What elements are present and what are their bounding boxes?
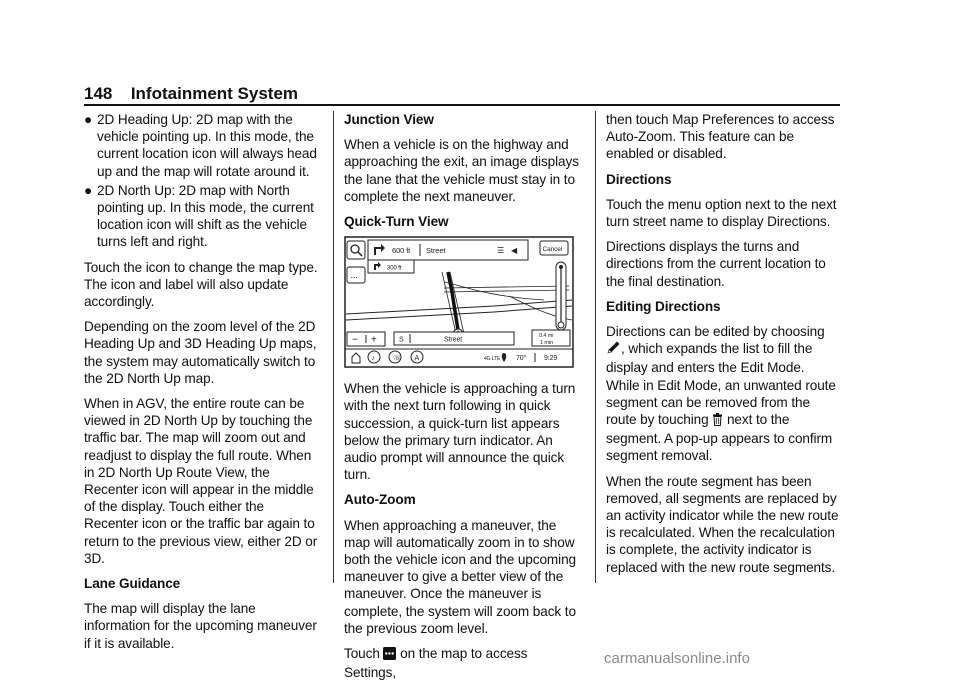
paragraph: When approaching a maneuver, the map will automatically zoom in to show both the vehicle icon and the upcoming maneuver to give a better view of the maneuver. Once the maneuver is complete, the system will zoom back to the previous zoom level. — [344, 517, 576, 636]
bullet-icon: ● — [84, 182, 93, 198]
menu-dots-icon — [383, 647, 396, 664]
paragraph: When the vehicle is approaching a turn with the next turn following in quick succession, a quick-turn list appears below the primary turn indicator. An audio prompt will announce the quick turn. — [344, 381, 576, 483]
svg-text:300 ft: 300 ft — [387, 265, 402, 272]
page-number: 148 — [84, 84, 113, 103]
column-1 — [84, 111, 320, 660]
paragraph: then touch Map Preferences to access Auto-Zoom. This feature can be enabled or disabled. — [606, 112, 835, 162]
paragraph: Touch on the map to access Settings, — [344, 646, 528, 681]
section-title: Infotainment System — [130, 84, 299, 103]
heading-editing-directions: Editing Directions — [606, 298, 721, 314]
paragraph: Touch the icon to change the map type. The icon and label will also update accordingly. — [84, 259, 318, 310]
watermark: carmanualsonline.info — [604, 650, 750, 667]
heading-lane-guidance: Lane Guidance — [84, 576, 181, 592]
svg-text:♪: ♪ — [371, 355, 375, 363]
svg-text:+: + — [371, 334, 377, 346]
svg-text:600 ft: 600 ft — [392, 246, 411, 256]
paragraph: When a vehicle is on the highway and approaching the exit, an image displays the lane that the vehicle must stay in to complete the next maneuver. — [344, 137, 579, 204]
bullet-2d-north-up: ● 2D North Up: 2D map with North pointing up. In this mode, the current location icon will shift as the vehicle turns left and right. — [84, 182, 314, 250]
page-header — [84, 84, 840, 106]
bullet-2d-heading-up: ● 2D Heading Up: 2D map with the vehicle pointing up. In this mode, the current location icon will always head up and the map will rotate around it. — [84, 112, 317, 179]
column-divider — [595, 111, 596, 583]
paragraph: Directions displays the turns and directions from the current location to the final destination. — [606, 239, 826, 289]
svg-text:Cancel: Cancel — [542, 246, 563, 254]
paragraph: When the route segment has been removed, all segments are replaced by an activity indicator while the new route is recalculated. When the recalculation is complete, the activity indicator is replaced with the new route segments. — [606, 473, 839, 575]
heading-auto-zoom: Auto-Zoom — [344, 492, 416, 508]
paragraph: The map will display the lane information for the upcoming maneuver if it is available. — [84, 601, 317, 651]
column-3 — [606, 111, 840, 584]
svg-text:☏: ☏ — [393, 355, 402, 363]
heading-quick-turn-view: Quick-Turn View — [344, 214, 449, 230]
svg-text:Street: Street — [426, 246, 446, 256]
paragraph: When in AGV, the entire route can be viewed in 2D North Up by touching the traffic bar. The map will zoom out and readjust to display the full route. When in 2D North Up Route View, the Recenter icon will appear in the middle of the display. Touch either the Recenter icon or the traffic bar again to return to the previous view, either 2D or 3D. — [84, 396, 318, 566]
svg-text:...: ... — [350, 270, 358, 281]
pencil-icon — [606, 340, 621, 359]
svg-text:S: S — [399, 336, 404, 344]
column-divider — [333, 111, 334, 583]
svg-text:◀: ◀ — [511, 246, 518, 256]
header-rule — [84, 104, 840, 106]
svg-text:☰: ☰ — [497, 246, 505, 256]
heading-directions: Directions — [606, 171, 672, 187]
svg-text:9:29: 9:29 — [544, 355, 558, 363]
heading-junction-view: Junction View — [344, 112, 434, 127]
svg-text:1 min: 1 min — [540, 340, 553, 347]
svg-text:70°: 70° — [516, 355, 527, 363]
svg-text:A: A — [414, 355, 420, 363]
svg-text:0.4 mi: 0.4 mi — [539, 333, 554, 340]
column-2 — [344, 111, 582, 689]
bullet-icon: ● — [84, 112, 93, 127]
paragraph: Touch the menu option next to the next turn street name to display Directions. — [606, 196, 837, 230]
trash-icon — [712, 413, 723, 430]
svg-text:−: − — [352, 334, 358, 346]
paragraph: Depending on the zoom level of the 2D Heading Up and 3D Heading Up maps, the system may automatically switch to the 2D North Up map. — [84, 319, 317, 386]
paragraph: Directions can be edited by choosing , which expands the list to fill the display and enters the Edit Mode. While in Edit Mode, an unwanted route segment can be removed from the route by touching next to the segment. A pop-up appears to confirm segment removal. — [606, 324, 836, 464]
quick-turn-screen-figure — [344, 236, 574, 368]
svg-text:Street: Street — [444, 336, 463, 344]
svg-text:4G LTE: 4G LTE — [484, 356, 501, 363]
